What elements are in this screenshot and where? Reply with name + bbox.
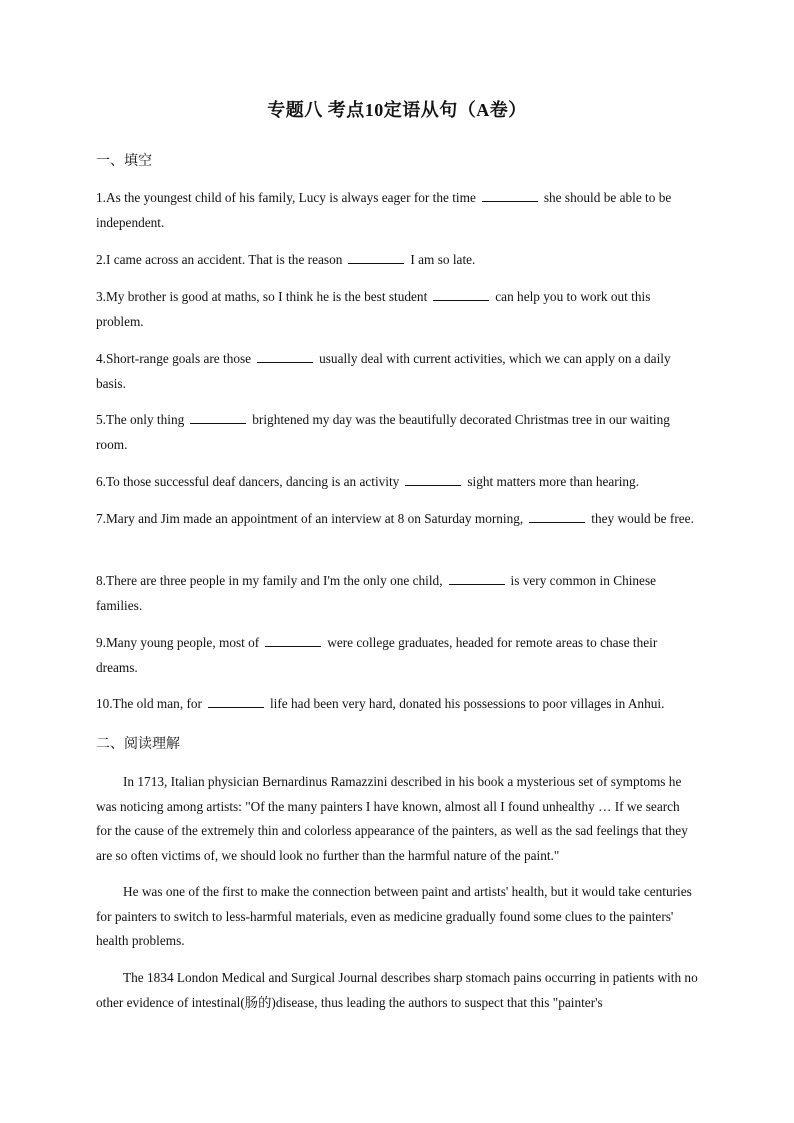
question-7: 7.Mary and Jim made an appointment of an interview at 8 on Saturday morning, they would be free.: [96, 511, 694, 526]
reading-paragraph-1: In 1713, Italian physician Bernardinus Ramazzini described in his book a mysterious set of symptoms he was noticing among artists: "Of the many painters I have known, almost all I found unhealthy … If we search for the cause of the extremely thin and colorless appearance of the painters, as well as the sad feelings that they are so often victims of, we should look no further than the harmful nature of the paint.": [96, 774, 688, 863]
answer-blank-7[interactable]: [529, 509, 585, 523]
answer-blank-2[interactable]: [348, 250, 404, 264]
question-8: 8.There are three people in my family and I'm the only one child, is very common in Chinese families.: [96, 573, 657, 613]
question-9: 9.Many young people, most of were college graduates, headed for remote areas to chase their dreams.: [96, 635, 658, 675]
answer-blank-4[interactable]: [257, 349, 313, 363]
answer-blank-3[interactable]: [433, 287, 489, 301]
question-2: 2.I came across an accident. That is the reason I am so late.: [96, 252, 476, 267]
question-10: 10.The old man, for life had been very hard, donated his possessions to poor villages in Anhui.: [96, 696, 665, 711]
answer-blank-1[interactable]: [482, 188, 538, 202]
answer-blank-5[interactable]: [190, 410, 246, 424]
answer-blank-6[interactable]: [405, 472, 461, 486]
reading-paragraph-2: He was one of the first to make the connection between paint and artists' health, but it would take centuries for painters to switch to less-harmful materials, even as medicine gradually found some clues to the painters' health problems.: [96, 884, 692, 948]
page-title: 专题八 考点10定语从句（A卷）: [267, 100, 527, 120]
question-3: 3.My brother is good at maths, so I think he is the best student can help you to work out this problem.: [96, 289, 651, 329]
question-5: 5.The only thing brightened my day was the beautifully decorated Christmas tree in our waiting room.: [96, 412, 670, 452]
question-1: 1.As the youngest child of his family, Lucy is always eager for the time she should be able to be independent.: [96, 190, 672, 230]
question-6: 6.To those successful deaf dancers, dancing is an activity sight matters more than hearing.: [96, 474, 640, 489]
section-heading-fill-blank: 一、填空: [96, 154, 152, 169]
question-4: 4.Short-range goals are those usually deal with current activities, which we can apply on a daily basis.: [96, 351, 671, 391]
section-heading-reading: 二、阅读理解: [96, 737, 180, 752]
answer-blank-10[interactable]: [208, 694, 264, 708]
answer-blank-8[interactable]: [449, 571, 505, 585]
answer-blank-9[interactable]: [265, 633, 321, 647]
reading-paragraph-3: The 1834 London Medical and Surgical Journal describes sharp stomach pains occurring in patients with no other evidence of intestinal(肠的)disease, thus leading the authors to suspect that this "painter's: [96, 970, 698, 1010]
